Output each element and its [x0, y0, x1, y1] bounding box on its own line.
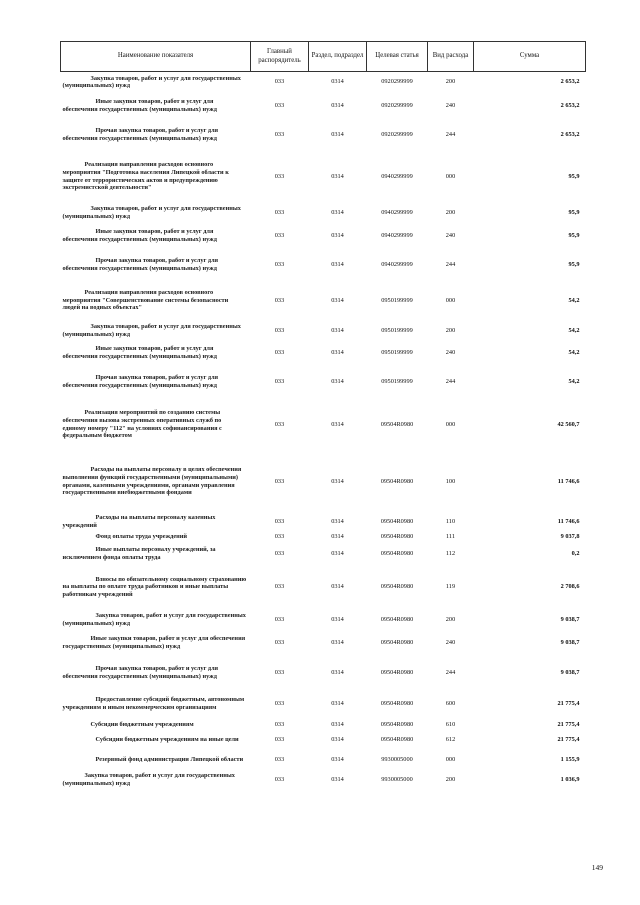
row-expense-type: 240 — [445, 101, 456, 109]
row-name-text: Резервный фонд администрации Липецкой области — [95, 755, 244, 763]
table-row — [61, 657, 586, 689]
row-section: 0314 — [331, 208, 344, 216]
row-name-text: Прочая закупка товаров, работ и услуг для обеспечения государственных (муниципальных) нужд — [62, 256, 219, 272]
table-row — [61, 532, 586, 543]
row-target: 0940299999 — [381, 260, 413, 268]
row-target: 0940299999 — [381, 172, 413, 180]
row-sum: 11 746,6 — [557, 477, 580, 485]
table-row — [61, 689, 586, 719]
row-name-text: Прочая закупка товаров, работ и услуг для обеспечения государственных (муниципальных) нужд — [62, 373, 219, 389]
row-section: 0314 — [331, 549, 344, 557]
row-section: 0314 — [331, 101, 344, 109]
row-admin: 033 — [274, 349, 285, 357]
row-target: 0940299999 — [381, 208, 413, 216]
table-row — [61, 93, 586, 119]
row-expense-type: 000 — [445, 755, 456, 763]
row-name — [61, 119, 251, 151]
row-name — [61, 223, 251, 249]
row-admin: 033 — [274, 720, 285, 728]
row-section: 0314 — [331, 720, 344, 728]
row-section: 0314 — [331, 755, 344, 763]
row-sum: 95,9 — [568, 172, 580, 180]
row-section: 0314 — [331, 326, 344, 334]
row-expense-type: 112 — [445, 549, 456, 557]
row-admin: 033 — [274, 615, 285, 623]
row-admin: 033 — [274, 549, 285, 557]
row-name — [61, 689, 251, 719]
row-admin: 033 — [274, 172, 285, 180]
row-expense-type: 200 — [445, 775, 456, 783]
row-section: 0314 — [331, 349, 344, 357]
row-name — [61, 610, 251, 630]
row-name-text: Закупка товаров, работ и услуг для государственных (муниципальных) нужд — [62, 74, 241, 90]
table-row — [61, 750, 586, 770]
row-name — [61, 203, 251, 223]
row-target: 0920299999 — [381, 130, 413, 138]
row-sum: 54,2 — [568, 349, 580, 357]
row-sum: 1 155,9 — [560, 755, 580, 763]
header-target: Целевая статья — [367, 42, 428, 72]
row-sum: 21 775,4 — [557, 720, 580, 728]
row-sum: 9 038,7 — [560, 615, 580, 623]
row-target: 09504R0980 — [380, 533, 414, 541]
row-name — [61, 366, 251, 398]
header-sum: Сумма — [474, 42, 586, 72]
row-name-text: Закупка товаров, работ и услуг для государственных (муниципальных) нужд — [62, 611, 246, 627]
row-expense-type: 240 — [445, 231, 456, 239]
table-row — [61, 223, 586, 249]
row-admin: 033 — [274, 775, 285, 783]
header-expense-type: Вид расхода — [428, 42, 474, 72]
row-expense-type: 110 — [445, 517, 456, 525]
table-row — [61, 203, 586, 223]
row-admin: 033 — [274, 78, 285, 86]
row-target: 0950199999 — [381, 296, 413, 304]
table-body — [61, 72, 586, 790]
row-sum: 11 746,6 — [557, 517, 580, 525]
row-name — [61, 249, 251, 281]
header-name: Наименование показателя — [61, 42, 251, 72]
table-row — [61, 398, 586, 452]
row-expense-type: 240 — [445, 639, 456, 647]
row-target: 0920299999 — [381, 101, 413, 109]
row-admin: 033 — [274, 101, 285, 109]
table-row — [61, 281, 586, 321]
row-section: 0314 — [331, 477, 344, 485]
row-name — [61, 72, 251, 93]
row-section: 0314 — [331, 639, 344, 647]
row-name — [61, 565, 251, 610]
row-section: 0314 — [331, 296, 344, 304]
table-row — [61, 452, 586, 512]
row-sum: 9 038,7 — [560, 639, 580, 647]
row-sum: 95,9 — [568, 231, 580, 239]
row-name-text: Субсидии бюджетным учреждениям на иные цели — [95, 736, 239, 744]
row-sum: 95,9 — [568, 208, 580, 216]
row-name — [61, 657, 251, 689]
row-admin: 033 — [274, 260, 285, 268]
row-admin: 033 — [274, 736, 285, 744]
row-target: 09504R0980 — [380, 615, 414, 623]
row-section: 0314 — [331, 668, 344, 676]
row-sum: 95,9 — [568, 260, 580, 268]
row-sum: 9 038,7 — [560, 668, 580, 676]
row-admin: 033 — [274, 755, 285, 763]
row-admin: 033 — [274, 130, 285, 138]
row-section: 0314 — [331, 231, 344, 239]
row-sum: 21 775,4 — [557, 699, 580, 707]
row-name — [61, 341, 251, 366]
row-admin: 033 — [274, 668, 285, 676]
row-sum: 0,2 — [571, 549, 580, 557]
row-name-text: Иные закупки товаров, работ и услуг для обеспечения государственных (муниципальных) нужд — [62, 227, 217, 243]
row-admin: 033 — [274, 377, 285, 385]
table-row — [61, 341, 586, 366]
row-section: 0314 — [331, 775, 344, 783]
table-header-row — [61, 42, 586, 72]
row-target: 09504R0980 — [380, 517, 414, 525]
row-name-text: Реализация направления расходов основного мероприятия "Подготовка населения Липецкой области к защите от террористических актов и предупреждению экстремистской деятельности" — [62, 161, 229, 192]
row-admin: 033 — [274, 477, 285, 485]
row-sum: 54,2 — [568, 296, 580, 304]
table-row — [61, 249, 586, 281]
row-name-text: Расходы на выплаты персоналу казенных учреждений — [62, 513, 216, 529]
row-name-text: Субсидии бюджетным учреждениям — [90, 720, 194, 728]
row-name-text: Закупка товаров, работ и услуг для государственных (муниципальных) нужд — [62, 204, 241, 220]
row-name — [61, 398, 251, 452]
row-target: 09504R0980 — [380, 720, 414, 728]
table-row — [61, 543, 586, 565]
table-row — [61, 630, 586, 657]
row-name-text: Иные закупки товаров, работ и услуг для обеспечения государственных (муниципальных) нужд — [62, 97, 217, 113]
row-section: 0314 — [331, 615, 344, 623]
row-expense-type: 200 — [445, 615, 456, 623]
row-target: 09504R0980 — [380, 699, 414, 707]
row-section: 0314 — [331, 583, 344, 591]
row-sum: 2 653,2 — [560, 78, 580, 86]
row-name — [61, 93, 251, 119]
row-target: 09504R0980 — [380, 549, 414, 557]
row-name — [61, 321, 251, 341]
row-admin: 033 — [274, 296, 285, 304]
row-target: 09504R0980 — [380, 639, 414, 647]
row-expense-type: 119 — [445, 583, 456, 591]
table-row — [61, 151, 586, 203]
row-section: 0314 — [331, 533, 344, 541]
header-admin: Главный распорядитель — [251, 42, 309, 72]
row-expense-type: 200 — [445, 78, 456, 86]
row-target: 09504R0980 — [380, 668, 414, 676]
row-admin: 033 — [274, 699, 285, 707]
row-name — [61, 731, 251, 750]
row-target: 09504R0980 — [380, 583, 414, 591]
row-admin: 033 — [274, 639, 285, 647]
row-name — [61, 151, 251, 203]
row-section: 0314 — [331, 172, 344, 180]
row-expense-type: 200 — [445, 208, 456, 216]
row-expense-type: 240 — [445, 349, 456, 357]
row-target: 0940299999 — [381, 231, 413, 239]
row-section: 0314 — [331, 699, 344, 707]
row-name-text: Предоставление субсидий бюджетным, автономным учреждениям и иным некоммерческим организациям — [62, 695, 245, 711]
row-target: 9930005000 — [381, 775, 413, 783]
row-expense-type: 600 — [445, 699, 456, 707]
row-name — [61, 532, 251, 543]
row-admin: 033 — [274, 533, 285, 541]
table-row — [61, 321, 586, 341]
row-target: 09504R0980 — [380, 477, 414, 485]
row-admin: 033 — [274, 208, 285, 216]
row-sum: 21 775,4 — [557, 736, 580, 744]
row-expense-type: 244 — [445, 130, 456, 138]
table-row — [61, 719, 586, 731]
row-expense-type: 612 — [445, 736, 456, 744]
row-admin: 033 — [274, 517, 285, 525]
row-name-text: Реализация мероприятий по созданию системы обеспечения вызова экстренных оперативных служб по единому номеру "112" на условиях софинансирования с федеральным бюджетом — [62, 409, 222, 440]
row-expense-type: 000 — [445, 172, 456, 180]
row-name-text: Расходы на выплаты персоналу в целях обеспечения выполнения функций государственными (муниципальными) органами, казенными учреждениями, органами управления государственными внебюджетными фондами — [62, 466, 242, 497]
row-expense-type: 244 — [445, 260, 456, 268]
row-name-text: Взносы по обязательному социальному страхованию на выплаты по оплате труда работников и иные выплаты работникам учреждений — [62, 575, 247, 598]
row-name-text: Иные закупки товаров, работ и услуг для обеспечения государственных (муниципальных) нужд — [62, 635, 246, 650]
header-section: Раздел, подраздел — [309, 42, 367, 72]
row-name-text: Закупка товаров, работ и услуг для государственных (муниципальных) нужд — [62, 322, 241, 338]
row-admin: 033 — [274, 231, 285, 239]
row-section: 0314 — [331, 78, 344, 86]
row-name — [61, 281, 251, 321]
table-row — [61, 731, 586, 750]
row-name-text: Иные выплаты персоналу учреждений, за исключением фонда оплаты труда — [62, 545, 216, 561]
row-sum: 2 653,2 — [560, 130, 580, 138]
row-admin: 033 — [274, 583, 285, 591]
row-name — [61, 770, 251, 790]
row-admin: 033 — [274, 326, 285, 334]
row-target: 0950199999 — [381, 349, 413, 357]
row-target: 09504R0980 — [380, 736, 414, 744]
row-section: 0314 — [331, 420, 344, 428]
page-number: 149 — [591, 863, 603, 872]
row-sum: 1 036,9 — [560, 775, 580, 783]
row-name-text: Прочая закупка товаров, работ и услуг для обеспечения государственных (муниципальных) нужд — [62, 664, 219, 680]
row-expense-type: 000 — [445, 296, 456, 304]
row-name — [61, 719, 251, 731]
table-row — [61, 72, 586, 93]
budget-table — [60, 41, 586, 790]
row-target: 9930005000 — [381, 755, 413, 763]
row-expense-type: 610 — [445, 720, 456, 728]
row-section: 0314 — [331, 260, 344, 268]
row-name — [61, 543, 251, 565]
row-name — [61, 750, 251, 770]
row-sum: 2 653,2 — [560, 101, 580, 109]
row-sum: 54,2 — [568, 326, 580, 334]
table-row — [61, 565, 586, 610]
row-target: 0950199999 — [381, 326, 413, 334]
row-name-text: Прочая закупка товаров, работ и услуг для обеспечения государственных (муниципальных) нужд — [62, 126, 219, 142]
row-section: 0314 — [331, 517, 344, 525]
row-sum: 9 037,8 — [560, 533, 580, 541]
row-sum: 42 560,7 — [557, 420, 580, 428]
table-row — [61, 366, 586, 398]
row-expense-type: 100 — [445, 477, 456, 485]
table-row — [61, 119, 586, 151]
row-name-text: Иные закупки товаров, работ и услуг для обеспечения государственных (муниципальных) нужд — [62, 345, 217, 360]
row-name — [61, 452, 251, 512]
row-target: 0950199999 — [381, 377, 413, 385]
row-expense-type: 244 — [445, 668, 456, 676]
table-row — [61, 770, 586, 790]
row-expense-type: 111 — [446, 533, 455, 541]
table-row — [61, 512, 586, 532]
row-name — [61, 630, 251, 657]
row-expense-type: 244 — [445, 377, 456, 385]
row-target: 0920299999 — [381, 78, 413, 86]
row-name-text: Закупка товаров, работ и услуг для государственных (муниципальных) нужд — [62, 771, 235, 787]
row-name — [61, 512, 251, 532]
row-section: 0314 — [331, 736, 344, 744]
row-target: 09504R0980 — [380, 420, 414, 428]
row-section: 0314 — [331, 130, 344, 138]
row-expense-type: 200 — [445, 326, 456, 334]
row-section: 0314 — [331, 377, 344, 385]
row-name-text: Реализация направления расходов основного мероприятия "Совершенствование системы безопасности людей на водных объектах" — [62, 289, 229, 312]
table-row — [61, 610, 586, 630]
row-sum: 2 708,6 — [560, 583, 580, 591]
row-expense-type: 000 — [445, 420, 456, 428]
row-admin: 033 — [274, 420, 285, 428]
row-name-text: Фонд оплаты труда учреждений — [95, 533, 187, 541]
row-sum: 54,2 — [568, 377, 580, 385]
